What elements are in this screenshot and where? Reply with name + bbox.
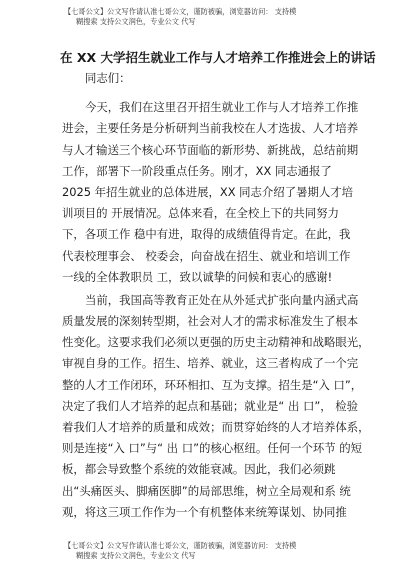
document-body [62,68,384,523]
paragraph-line: 整的人才工作闭环，环环相扣、互为支撑。招生是“入 口”， [62,377,363,392]
paragraph-line: 代表校理事会、 校委会，向奋战在招生、就业和培训工作 [62,248,351,263]
paragraph-line: 下，各项工作 稳中有进，取得的成绩值得肯定。在此，我 [62,227,351,242]
header-note-line: 糊搜索 支持公文润色，专业公文 代写 [76,17,196,26]
header-note-line: 【七哥公文】公文写作请认准七哥公文，谨防被骗，浏览器访问： 支持模 [64,7,297,16]
paragraph-line: 着我们人才培养的质量和成效；而贯穿始终的人才培养体系， [62,420,370,434]
paragraph-line: 性变化。这要求我们必须以更强的历史主动精神和战略眼光， [62,335,370,350]
document-title: 在 XX 大学招生就业工作与人才培养工作推进会上的讲话 [60,50,376,65]
footer-note-line: 糊搜索 支持公文润色，专业公文 代写 [76,551,196,560]
paragraph-line: 则是连接“入 口”与“ 出 口”的核心枢纽。任何一个环节 的短 [62,441,363,456]
paragraph-line: 审视自身的工作。招生、培养、就业，这三者构成了一个完 [62,356,359,371]
paragraph-line: 进会，主要任务是分析研判当前我校在人才选拔、人才培养 [62,121,359,136]
paragraph-line: 当前，我国高等教育正处在从外延式扩张向量内涵式高 [85,292,359,307]
paragraph-line: 今天，我们在这里召开招生就业工作与人才培养工作推 [85,100,359,115]
paragraph-line: 板，都会导致整个系统的效能衰减。因此，我们必须跳 [62,462,336,477]
paragraph-line: 决定了我们人才培养的起点和基础；就业是“ 出 口”， 检验 [62,398,359,413]
page-footer-note [64,541,380,561]
page-header-note [64,7,380,27]
paragraph-line: 与人才输送三个核心环节面临的新形势、新挑战，总结前期 [62,142,359,157]
paragraph-line: 2025 年招生就业的总体进展，XX 同志介绍了暑期人才培 [62,184,354,199]
greeting: 同志们： [85,71,131,85]
paragraph-line: 出“头痛医头、脚痛医脚”的局部思维，树立全局观和系 统 [62,483,351,498]
paragraph-2 [62,290,384,523]
paragraph-line: 观，将这三项工作作为一个有机整体来统筹谋划、协同推 [62,504,347,519]
paragraph-line: 训项目的 开展情况。总体来看，在全校上下的共同努力 [62,206,339,221]
paragraph-1 [62,97,384,288]
footer-note-line: 【七哥公文】公文写作请认准七哥公文，谨防被骗，浏览器访问： 支持模 [64,541,297,550]
paragraph-line: 一线的全体教职员 工，致以诚挚的问候和衷心的感谢! [62,269,333,284]
paragraph-line: 工作，部署下一阶段重点任务。刚才，XX 同志通报了 [62,163,332,178]
paragraph-line: 质量发展的深刻转型期，社会对人才的需求标准发生了根本 [62,314,359,329]
